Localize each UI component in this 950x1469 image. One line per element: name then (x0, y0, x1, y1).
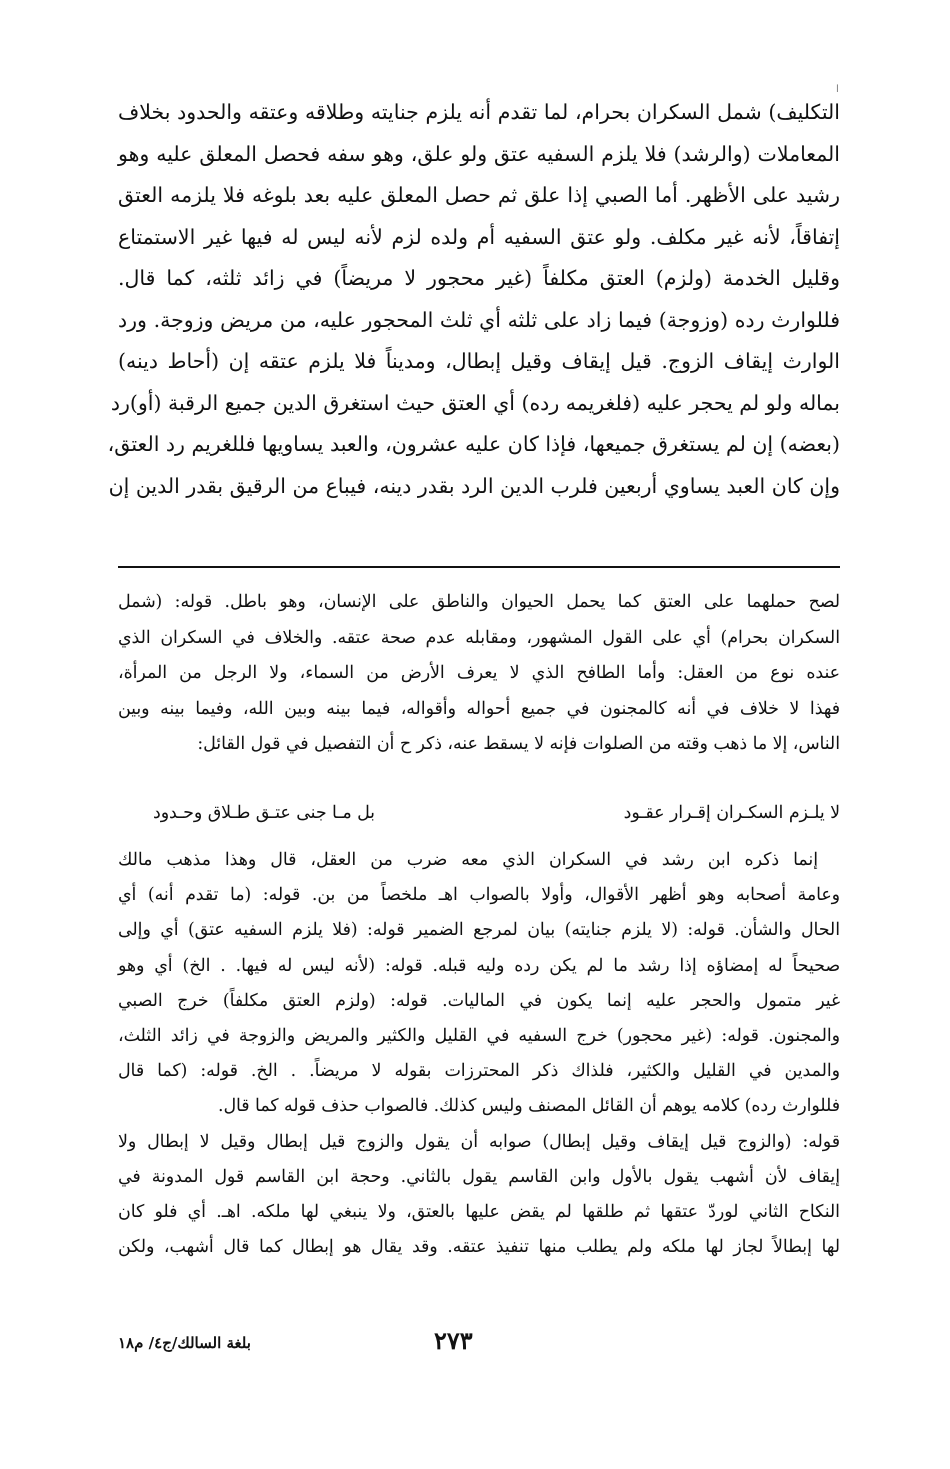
main-text (107, 92, 840, 507)
footnote-separator (118, 566, 840, 568)
commentary-line: صحيحاً له إمضاؤه إذا رشد ما لم يكن رده وليه قبله. قوله: (لأنه ليس له فيها. . الخ) أي وهو (118, 955, 840, 976)
page-footer (118, 1326, 840, 1366)
main-text-line: رشيد على الأظهر. أما الصبي إذا علق ثم حصل المعلق عليه بعد بلوغه فلا يلزمه العتق (118, 183, 840, 207)
margin-mark: ا (836, 84, 839, 95)
commentary-line: فهذا لا خلاف في أنه كالمجنون في جميع أحواله وأقواله، فيما بينه وبين الله، وفيما بينه وبين (118, 698, 840, 719)
main-text-line: بماله ولو لم يحجر عليه (فلغريمه رده) أي العتق حيث استغرق الدين جميع الرقبة (أو)رد (110, 390, 840, 415)
commentary-line: الناس، إلا ما ذهب وقته من الصلوات فإنه لا يسقط عنه، ذكر ح أن التفصيل في قول القائل: (197, 734, 840, 754)
main-text-line: فللوارث رده (وزوجة) فيما زاد على ثلثه أي ثلث المحجور عليه، من مريض وزوجة. ورد (118, 307, 840, 332)
page-number: ٢٧٣ (434, 1326, 473, 1355)
commentary-line: والمجنون. قوله: (غير محجور) خرج السفيه في القليل والكثير والمريض والزوجة في زائد الثلث، (118, 1025, 840, 1046)
verse-second-hemistich: بل مـا جنى عتـق طـلاق وحـدود (153, 803, 375, 823)
main-text-line: (بعضه) إن لم يستغرق جميعها، فإذا كان عليه عشرون، والعبد يساويها فللغريم رد العتق، (107, 432, 840, 456)
verse-couplet (118, 793, 840, 833)
verse-first-hemistich: لا يلـزم السكـران إقـرار عقـود (623, 803, 840, 823)
commentary-line: عنده نوع من العقل: وأما الطافح الذي لا يعرف الأرض من السماء، ولا الرجل من المرأة، (118, 663, 840, 683)
commentary-line: لصح حملهما على العتق كما يحمل الحيوان والناطق على الإنسان، وهو باطل. قوله: (شمل (118, 592, 840, 612)
commentary-line: قوله: (والزوج قيل إيقاف وقيل إبطال) صوابه أن يقول والزوج قيل إبطال وقيل لا إبطال ولا (118, 1131, 840, 1152)
main-text-line: وقليل الخدمة (ولزم) العتق مكلفاً (غير محجور لا مريضاً) في زائد ثلثه، كما قال. (118, 266, 840, 290)
commentary-line: الحال والشأن. قوله: (لا يلزم جنايته) بيان لمرجع الضمير قوله: (فلا يلزم السفيه عتق) أي وإلى (118, 920, 840, 941)
commentary-block-2 (118, 843, 840, 1265)
main-text-line: إتفاقاً، لأنه غير مكلف. ولو عتق السفيه أم ولده لزم لأنه ليس له فيها غير الاستمتاع (118, 224, 840, 249)
commentary-line: السكران بحرام) أي على القول المشهور، ومقابله عدم صحة عتقه. والخلاف في السكران الذي (118, 627, 840, 648)
commentary-line: وعامة أصحابه وهو أظهر الأقوال، وأولا بالصواب اهـ ملخصاً من بن. قوله: (ما تقدم أنه) أي (118, 885, 840, 906)
main-text-line: وإن كان العبد يساوي أربعين فلرب الدين الرد بقدر دينه، فيباع من الرقيق بقدر الدين إن (108, 473, 840, 498)
main-text-line: الوارث إيقاف الزوج. قيل إيقاف وقيل إبطال، ومديناً فلا يلزم عتقه إن (أحاط دينه) (118, 349, 840, 373)
commentary-line: غير متمول والحجر عليه إنما يكون في الماليات. قوله: (ولزم العتق مكلفاً) خرج الصبي (118, 990, 840, 1011)
commentary-block-1 (118, 585, 840, 763)
commentary-line: إيقاف لأن أشهب يقول بالأول وابن القاسم يقول بالثاني. وحجة ابن القاسم قول المدونة في (118, 1166, 840, 1187)
book-reference: بلغة السالك/ج٤/ م١٨ (118, 1334, 251, 1352)
commentary-line: لها إبطالاً لجاز لها ملكه ولم يطلب منها تنفيذ عتقه. وقد يقال هو إبطال كما قال أشهب، ولكن (118, 1237, 840, 1258)
main-text-line: التكليف) شمل السكران بحرام، لما تقدم أنه يلزم جنايته وطلاقه وعتقه والحدود بخلاف (118, 100, 840, 124)
commentary-line: فللوارث رده) كلامه يوهم أن القائل المصنف وليس كذلك. فالصواب حذف قوله كما قال. (217, 1096, 840, 1117)
commentary-line: إنما ذكره ابن رشد في السكران الذي معه ضرب من العقل، قال وهذا مذهب مالك (118, 850, 818, 870)
main-text-line: المعاملات (والرشد) فلا يلزم السفيه عتق ولو علق، وهو سفه فحصل المعلق عليه وهو (118, 141, 840, 166)
commentary-line: والمدين في القليل والكثير، فلذاك ذكر المحترزات بقوله لا مريضاً. . الخ. قوله: (كما قال (118, 1061, 840, 1082)
commentary-line: النكاح الثاني لوردّ عتقها ثم طلقها لم يقض عليها بالعتق، ولا ينبغي لها ملكه. اهـ. أي فلو كان (118, 1201, 840, 1222)
